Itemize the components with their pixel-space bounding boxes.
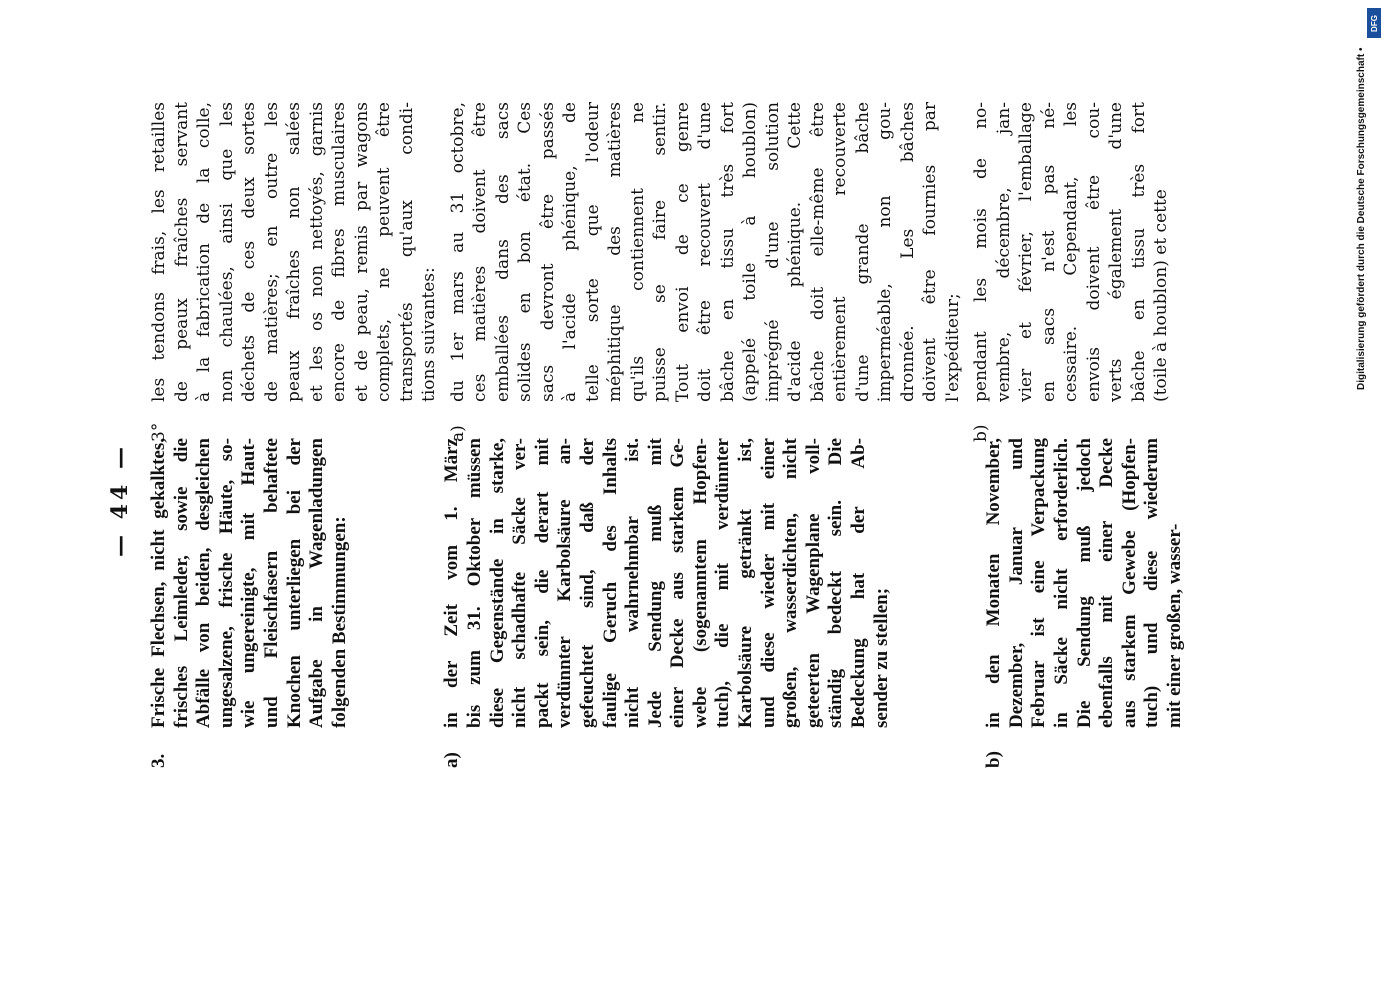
french-b-line: cessaire. Cependant, les: [1061, 102, 1081, 402]
digitization-credit: Digitalisierung gefördert durch die Deutsche Forschungsgemeinschaft •: [1356, 47, 1367, 390]
french-subitem-a-text: [447, 102, 965, 402]
french-b-line: vier et février, l'emballage: [1016, 102, 1036, 402]
german-a-line: diese Gegenstände in starke,: [486, 438, 508, 728]
french-a-line: qu'ils contiennent ne: [627, 102, 648, 402]
french-b-line: (toile à houblon) et cette: [1151, 189, 1171, 402]
german-intro-line: ungesalzene, frische Häute, so-: [215, 438, 237, 728]
german-intro-text: [148, 438, 351, 728]
german-b-line: tuch) und diese wiederum: [1141, 438, 1163, 728]
french-a-line: puisse se faire sentir.: [650, 102, 670, 402]
french-intro-line: peaux fraîches non salées: [284, 102, 304, 402]
german-a-line: faulige Geruch des Inhalts: [599, 438, 621, 728]
french-a-line: l'expéditeur;: [942, 293, 963, 402]
german-a-line: in der Zeit vom 1. März: [441, 438, 463, 728]
german-a-line: nicht wahrnehmbar ist.: [622, 438, 644, 728]
german-a-line: Jede Sendung muß mit: [644, 438, 666, 728]
french-subitem-a-label: a): [447, 425, 468, 442]
german-a-line: ständig bedeckt sein. Die: [825, 438, 847, 728]
german-subitem-a-label: a): [441, 752, 463, 768]
french-item-number: 3°: [149, 422, 169, 442]
french-intro-line: et les os non nettoyés, garnis: [306, 102, 327, 402]
french-a-line: bâche en tissu très fort: [717, 102, 738, 402]
german-subitem-b-text: [983, 438, 1186, 728]
german-a-line: packt sein, die derart mit: [531, 438, 553, 728]
german-a-line: Bedeckung hat der Ab-: [848, 438, 870, 728]
french-intro-line: encore de fibres musculaires: [329, 102, 349, 402]
german-a-line: sender zu stellen;: [870, 587, 892, 728]
french-a-line: Tout envoi de ce genre: [672, 102, 693, 402]
french-a-line: entièrement recouverte: [830, 102, 850, 402]
german-a-line: geteerten Wagenplane voll-: [802, 438, 824, 728]
german-intro-line: und Fleischfasern behaftete: [260, 438, 282, 728]
french-subitem-b-label: b): [971, 424, 991, 442]
french-a-line: méphitique des matières: [605, 102, 625, 402]
german-a-line: tuch), die mit verdünnter: [712, 438, 734, 728]
french-a-line: telle sorte que l'odeur: [582, 102, 603, 402]
german-a-line: nicht schadhafte Säcke ver-: [509, 438, 531, 728]
french-intro-line: tions suivantes:: [419, 267, 439, 402]
french-a-line: emballées dans des sacs: [492, 102, 513, 402]
french-a-line: doivent être fournies par: [920, 102, 940, 402]
german-a-line: Karbolsäure getränkt ist,: [735, 438, 757, 728]
french-b-line: envois doivent être cou-: [1083, 102, 1104, 402]
german-intro-line: frisches Leimleder, sowie die: [170, 438, 192, 728]
french-item-3: [148, 102, 441, 442]
french-a-line: (appelé toile à houblon): [740, 102, 760, 402]
french-intro-line: les tendons frais, les retailles: [149, 102, 169, 402]
german-b-line: Februar ist eine Verpackung: [1028, 438, 1050, 728]
french-b-line: verts également d'une: [1106, 102, 1126, 402]
french-subitem-b: [970, 102, 1173, 442]
german-b-line: aus starkem Gewebe (Hopfen-: [1118, 438, 1140, 728]
french-intro-line: de peaux fraîches servant: [171, 102, 192, 402]
french-a-line: du 1er mars au 31 octobre,: [447, 102, 468, 402]
german-b-line: Die Sendung muß jedoch: [1073, 438, 1095, 728]
french-intro-text: [148, 102, 441, 402]
french-a-line: imperméable, non gou-: [875, 102, 895, 402]
german-intro-line: Aufgabe in Wagenladungen: [306, 438, 328, 728]
french-column: [148, 102, 1173, 442]
page-number-header: — 44 —: [107, 443, 133, 557]
french-a-line: à l'acide phénique, de: [560, 102, 580, 402]
french-b-line: bâche en tissu très fort: [1128, 102, 1149, 402]
german-a-line: webe (sogenanntem Hopfen-: [689, 438, 711, 728]
french-a-line: dronnée. Les bâches: [897, 102, 918, 402]
french-b-line: en sacs n'est pas né-: [1038, 102, 1059, 402]
german-a-line: gefeuchtet sind, daß der: [576, 438, 598, 728]
french-intro-line: transportés qu'aux condi-: [396, 102, 417, 402]
german-subitem-b-label: b): [983, 751, 1005, 768]
german-a-line: einer Decke aus starkem Ge-: [667, 438, 689, 728]
french-subitem-a: [447, 102, 965, 442]
german-a-line: verdünnter Karbolsäure an-: [554, 438, 576, 728]
french-a-line: ces matières doivent être: [470, 102, 490, 402]
french-a-line: bâche doit elle-même être: [807, 102, 828, 402]
german-intro-line: folgenden Bestimmungen:: [328, 516, 350, 728]
dfg-logo-icon: [1367, 8, 1381, 38]
german-a-line: und diese wieder mit einer: [757, 438, 779, 728]
french-a-line: imprégné d'une solution: [762, 102, 783, 402]
french-a-line: sacs devront être passés: [537, 102, 558, 402]
german-a-line: bis zum 31. Oktober müssen: [463, 438, 485, 728]
dfg-logo-text: DFG: [1369, 14, 1379, 32]
french-a-line: d'acide phénique. Cette: [785, 102, 805, 402]
german-a-line: großen, wasserdichten, nicht: [780, 438, 802, 728]
french-b-line: vembre, décembre, jan-: [993, 102, 1014, 402]
french-a-line: doit être recouvert d'une: [695, 102, 715, 402]
german-intro-line: Abfälle von beiden, desgleichen: [193, 438, 215, 728]
french-intro-line: complets, ne peuvent être: [374, 102, 394, 402]
german-intro-line: wie ungereinigte, mit Haut-: [238, 438, 260, 728]
french-intro-line: et de peau, remis par wagons: [351, 102, 372, 402]
french-intro-line: non chaulées, ainsi que les: [216, 102, 237, 402]
german-subitem-b: [983, 438, 1186, 768]
german-b-line: in den Monaten November,: [983, 438, 1005, 728]
german-column: [148, 438, 1187, 768]
french-intro-line: à la fabrication de la colle,: [194, 102, 214, 402]
german-item-3: [148, 438, 351, 768]
french-intro-line: déchets de ces deux sortes: [239, 102, 259, 402]
french-b-line: pendant les mois de no-: [971, 102, 991, 402]
german-b-line: mit einer großen, wasser-: [1163, 523, 1185, 728]
german-intro-line: Knochen unterliegen bei der: [283, 438, 305, 728]
german-intro-line: Frische Flechsen, nicht gekalktes,: [148, 438, 169, 728]
german-b-line: ebenfalls mit einer Decke: [1096, 438, 1118, 728]
french-a-line: solides en bon état. Ces: [515, 102, 535, 402]
french-subitem-b-text: [970, 102, 1173, 402]
german-b-line: Dezember, Januar und: [1005, 438, 1027, 728]
german-subitem-a: [441, 438, 893, 768]
french-intro-line: de matières; en outre les: [261, 102, 282, 402]
german-subitem-a-text: [441, 438, 893, 728]
german-b-line: in Säcke nicht erforderlich.: [1051, 438, 1072, 728]
german-item-number: 3.: [148, 753, 169, 768]
french-a-line: d'une grande bâche: [852, 102, 873, 402]
